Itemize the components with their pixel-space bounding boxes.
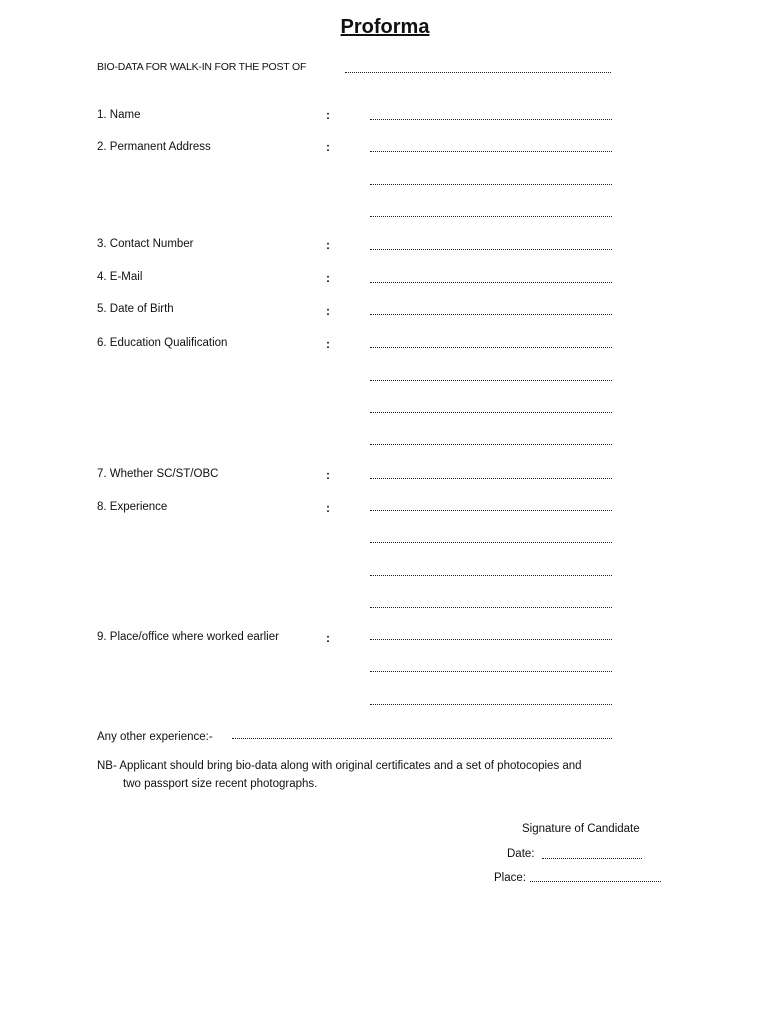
education-field-line-2[interactable] [370, 380, 612, 381]
contact-number-field[interactable] [370, 249, 612, 250]
experience-colon: : [326, 501, 330, 515]
other-experience-label: Any other experience:- [97, 731, 213, 743]
contact-number-label: 3. Contact Number [97, 238, 194, 250]
address-colon: : [326, 140, 330, 154]
contact-number-colon: : [326, 238, 330, 252]
category-colon: : [326, 468, 330, 482]
email-colon: : [326, 271, 330, 285]
previous-workplace-label: 9. Place/office where worked earlier [97, 631, 279, 643]
name-label: 1. Name [97, 109, 141, 121]
name-field[interactable] [370, 119, 612, 120]
email-field[interactable] [370, 282, 612, 283]
post-blank[interactable] [345, 72, 611, 73]
previous-workplace-field-line-3[interactable] [370, 704, 612, 705]
email-label: 4. E-Mail [97, 271, 143, 283]
experience-field-line-3[interactable] [370, 575, 612, 576]
previous-workplace-colon: : [326, 631, 330, 645]
note-line-1: NB- Applicant should bring bio-data along with original certificates and a set of photocopies and [97, 760, 582, 772]
address-field-line-3[interactable] [370, 216, 612, 217]
education-label: 6. Education Qualification [97, 337, 228, 349]
date-label: Date: [507, 848, 535, 860]
address-field-line-1[interactable] [370, 151, 612, 152]
date-field[interactable] [542, 858, 642, 859]
dob-colon: : [326, 304, 330, 318]
dob-field[interactable] [370, 314, 612, 315]
name-colon: : [326, 108, 330, 122]
experience-label: 8. Experience [97, 501, 168, 513]
address-field-line-2[interactable] [370, 184, 612, 185]
place-label: Place: [494, 872, 526, 884]
previous-workplace-field-line-1[interactable] [370, 639, 612, 640]
signature-label: Signature of Candidate [522, 823, 640, 835]
education-field-line-3[interactable] [370, 412, 612, 413]
address-label: 2. Permanent Address [97, 141, 211, 153]
previous-workplace-field-line-2[interactable] [370, 671, 612, 672]
experience-field-line-2[interactable] [370, 542, 612, 543]
category-field[interactable] [370, 478, 612, 479]
dob-label: 5. Date of Birth [97, 303, 174, 315]
page-title: Proforma [340, 16, 430, 38]
place-field[interactable] [530, 881, 661, 882]
education-field-line-1[interactable] [370, 347, 612, 348]
category-label: 7. Whether SC/ST/OBC [97, 468, 219, 480]
experience-field-line-1[interactable] [370, 510, 612, 511]
other-experience-field[interactable] [232, 738, 612, 739]
education-colon: : [326, 337, 330, 351]
post-heading: BIO-DATA FOR WALK-IN FOR THE POST OF [97, 61, 307, 73]
note-line-2: two passport size recent photographs. [123, 778, 318, 790]
education-field-line-4[interactable] [370, 444, 612, 445]
experience-field-line-4[interactable] [370, 607, 612, 608]
